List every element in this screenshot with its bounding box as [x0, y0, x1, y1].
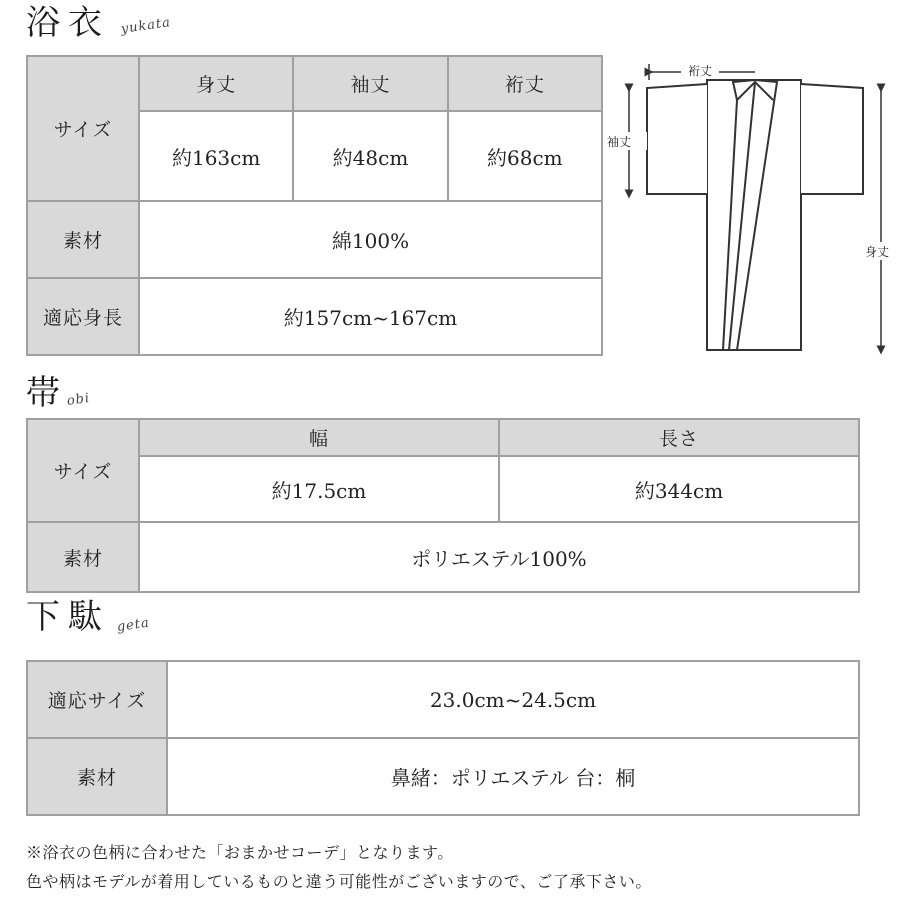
yukata-spec-table [26, 55, 603, 356]
yukata-value-mitake: 約163cm [139, 111, 293, 201]
obi-material-value: ポリエステル100% [139, 522, 859, 592]
yukata-material-label: 素材 [27, 201, 139, 278]
yukata-col-sodetake: 袖丈 [293, 56, 447, 111]
geta-section-title: 下駄 [26, 597, 110, 637]
geta-size-label: 適応サイズ [27, 661, 167, 738]
yukata-col-mitake: 身丈 [139, 56, 293, 111]
obi-script-subtitle: obi [65, 390, 92, 409]
mitake-label: 身丈 [864, 245, 890, 259]
yukata-col-yukitake: 裄丈 [448, 56, 602, 111]
kimono-measurement-diagram [605, 60, 895, 360]
obi-material-label: 素材 [27, 522, 139, 592]
geta-material-value: 鼻緒：ポリエステル 台：桐 [167, 738, 859, 815]
yukata-fit-label: 適応身長 [27, 278, 139, 355]
obi-col-length: 長さ [499, 419, 859, 456]
geta-script-subtitle: geta [115, 615, 151, 635]
yukata-value-yukitake: 約68cm [448, 111, 602, 201]
obi-section-title: 帯 [26, 373, 68, 413]
obi-size-label: サイズ [27, 419, 139, 522]
mitake-dimension [861, 88, 895, 350]
note-line-1: ※浴衣の色柄に合わせた「おまかせコーデ」となります。 [26, 843, 454, 862]
note-line-2: 色や柄はモデルが着用しているものと違う可能性がございますので、ご了承下さい。 [26, 872, 652, 891]
kimono-outline [647, 80, 863, 350]
yukata-size-label: サイズ [27, 56, 139, 201]
yuki-label: 裄丈 [687, 64, 713, 78]
yukata-material-value: 綿100% [139, 201, 602, 278]
obi-col-width: 幅 [139, 419, 499, 456]
yukata-section-title: 浴衣 [26, 3, 110, 43]
yukata-fit-value: 約157cm~167cm [139, 278, 602, 355]
obi-value-length: 約344cm [499, 456, 859, 522]
yukata-value-sodetake: 約48cm [293, 111, 447, 201]
geta-material-label: 素材 [27, 738, 167, 815]
yuki-dimension [649, 62, 755, 80]
geta-spec-table [26, 660, 860, 816]
obi-value-width: 約17.5cm [139, 456, 499, 522]
yukata-script-subtitle: yukata [119, 15, 172, 37]
geta-size-value: 23.0cm~24.5cm [167, 661, 859, 738]
sode-dimension [607, 88, 647, 194]
sode-label: 袖丈 [606, 135, 632, 149]
obi-spec-table [26, 418, 860, 593]
